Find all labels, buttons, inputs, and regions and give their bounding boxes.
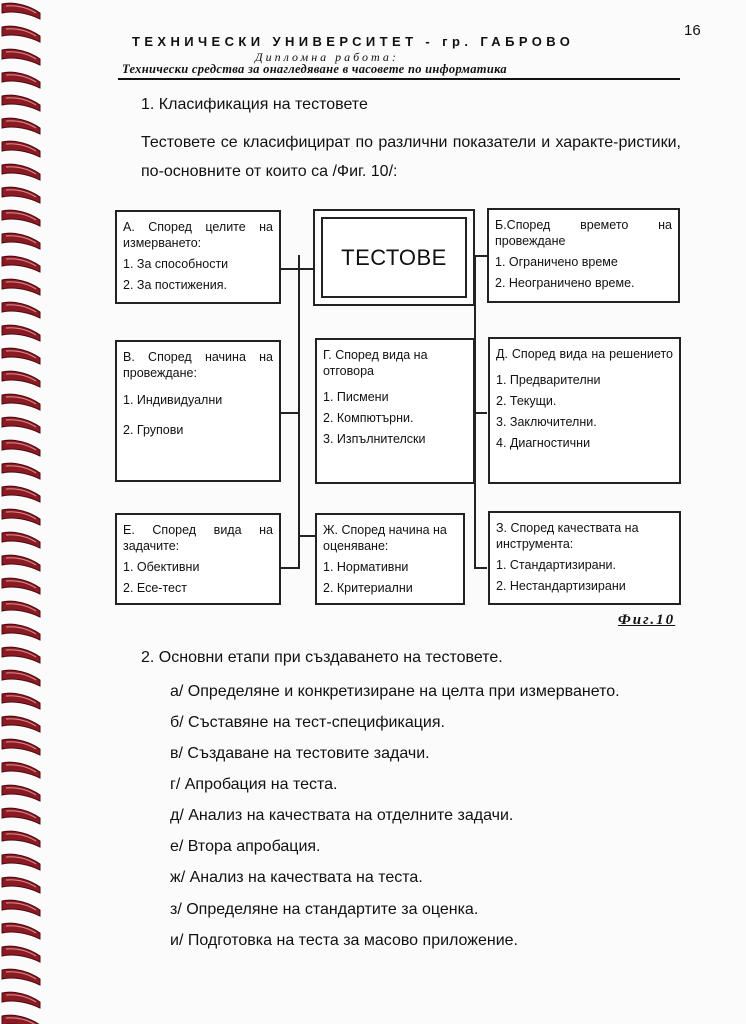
header-university: ТЕХНИЧЕСКИ УНИВЕРСИТЕТ - гр. ГАБРОВО [132,34,575,49]
box-title: А. Според целите на измерването: [123,220,273,250]
section1-paragraph: Тестовете се класифицират по различни показатели и характе-ристики, по-основните от които са /Фиг. 10/: [141,134,681,180]
diagram-box-e [115,513,281,605]
box-item: 1. Ограничено време [495,255,618,269]
diagram-box-a [115,210,281,304]
connector-center-left [280,268,313,270]
box-title: Б.Според времето на провеждане [495,218,672,248]
connector-left-bottom [280,567,300,569]
section1-heading: 1. Класификация на тестовете [141,96,368,113]
binding-ring [2,1015,40,1024]
connector-left-mid [280,412,300,414]
page-number: 16 [684,22,701,39]
box-item: 2. Есе-тест [123,581,187,595]
step-item: з/ Определяне на стандартите за оценка. [170,901,479,918]
step-item: в/ Създаване на тестовите задачи. [170,745,430,762]
box-title: Ж. Според начина на оценяване: [323,523,447,553]
box-item: 2. Неограничено време. [495,276,635,290]
box-item: 1. За способности [123,257,229,271]
diagram-box-z [488,511,681,605]
header-rule [118,78,680,80]
step-item: д/ Анализ на качествата на отделните задачи. [170,807,514,824]
box-title: В. Според начина на провеждане: [123,350,273,380]
diagram-box-v [115,340,281,482]
box-item: 2. Нестандартизирани [496,579,626,593]
connector-right-bottom [474,567,487,569]
step-item: е/ Втора апробация. [170,838,321,855]
box-title: З. Според качествата на инструмента: [496,521,639,551]
diagram-center-label: ТЕСТОВЕ [321,217,467,298]
step-item: а/ Определяне и конкретизиране на целта при измерването. [170,683,620,700]
header-work-type: Дипломна работа: [255,50,399,64]
box-item: 1. Обективни [123,560,200,574]
box-item: 2. Групови [123,423,184,437]
step-item: и/ Подготовка на теста за масово приложение. [170,932,518,949]
box-item: 1. Индивидуални [123,393,223,407]
box-title: Г. Според вида на отговора [323,348,428,378]
section2-heading: 2. Основни етапи при създаването на тестовете. [141,649,503,666]
connector-right-mid [474,412,487,414]
box-item: 2. Компютърни. [323,411,414,425]
box-item: 1. Стандартизирани. [496,558,616,572]
step-item: г/ Апробация на теста. [170,776,338,793]
diagram-box-b [487,208,680,303]
box-item: 2. Критериални [323,581,413,595]
spiral-binding [0,0,44,1024]
box-item: 1. Нормативни [323,560,409,574]
connector-center-right [475,255,487,257]
step-item: б/ Съставяне на тест-спецификация. [170,714,445,731]
diagram-box-g [315,338,475,484]
box-item: 3. Изпълнителски [323,432,426,446]
diagram-center-box [313,209,475,306]
box-item: 1. Писмени [323,390,389,404]
step-item: ж/ Анализ на качествата на теста. [170,869,423,886]
box-item: 4. Диагностични [496,436,591,450]
figure-caption: Фиг.10 [618,612,676,628]
header-thesis-title: Технически средства за онагледяване в часовете по информатика [122,62,507,76]
box-title: Д. Според вида на решението [496,347,673,361]
box-item: 3. Заключителни. [496,415,597,429]
box-title: Е. Според вида на задачите: [123,523,273,553]
connector-center-bottom [298,535,315,537]
diagram-box-d [488,337,681,484]
diagram-box-zh [315,513,465,605]
box-item: 2. За постижения. [123,278,227,292]
box-item: 2. Текущи. [496,394,557,408]
box-item: 1. Предварителни [496,373,601,387]
